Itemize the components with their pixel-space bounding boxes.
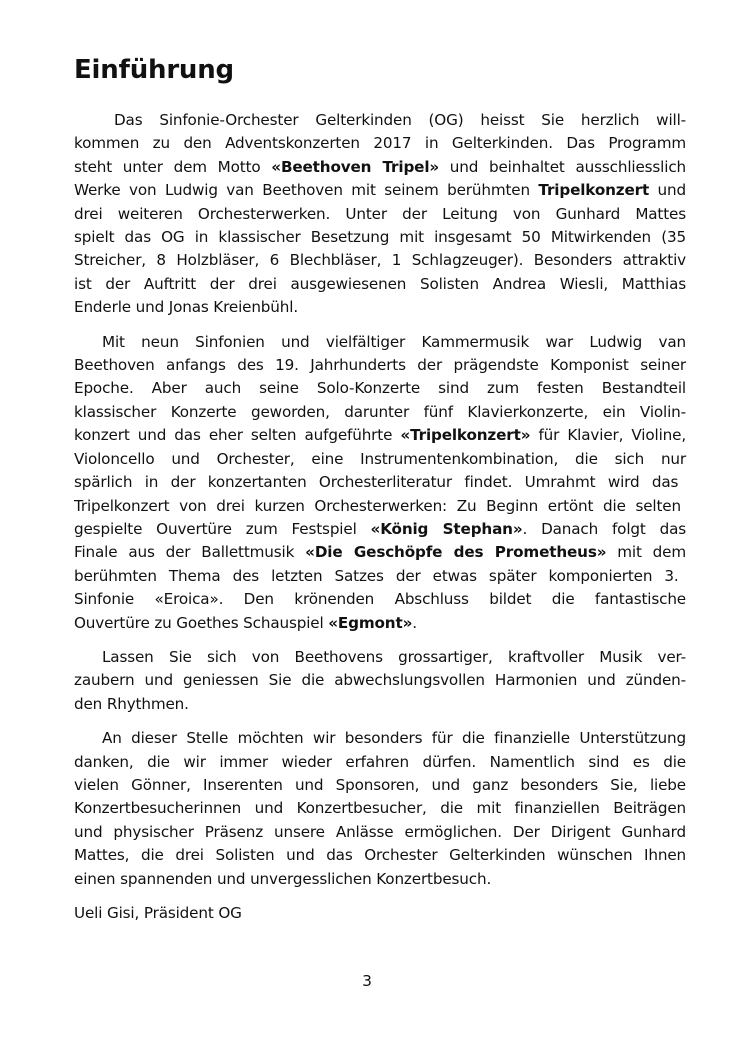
text-run: kommen zu den Adventskonzerten 2017 in Gelterkinden. Das Programm: [74, 134, 686, 153]
text-run: zaubern und geniessen Sie die abwechslungsvollen Harmonien und zünden-: [74, 671, 686, 690]
text-run: und: [649, 181, 686, 200]
text-line: [74, 424, 686, 447]
text-line: [74, 296, 686, 319]
text-line: [74, 727, 686, 750]
text-line: [74, 156, 686, 179]
text-line: [74, 518, 686, 541]
text-run: vielen Gönner, Inserenten und Sponsoren, und ganz besonders Sie, liebe: [74, 775, 686, 794]
bold-title: «Beethoven Tripel»: [271, 157, 440, 176]
text-run: mit dem: [606, 543, 687, 562]
bold-title: «Die Geschöpfe des Prometheus»: [305, 543, 607, 562]
text-line: [74, 203, 686, 226]
text-run: Streicher, 8 Holzbläser, 6 Blechbläser, 1 Schlagzeuger). Besonders attraktiv: [74, 251, 686, 270]
text-line: [74, 226, 686, 249]
text-run: konzert und das eher selten aufgeführte: [74, 426, 401, 445]
text-run: Violoncello und Orchester, eine Instrumentenkombination, die sich nur: [74, 449, 686, 468]
text-line: [74, 401, 686, 424]
text-run: steht unter dem Motto: [74, 157, 272, 176]
text-run: Konzertbesucherinnen und Konzertbesucher, die mit finanziellen Beiträgen: [74, 799, 686, 818]
text-run: und beinhaltet ausschliesslich: [439, 157, 686, 176]
text-run: spielt das OG in klassischer Besetzung mit insgesamt 50 Mitwirkenden (35: [74, 228, 686, 247]
text-run: den Rhythmen.: [74, 694, 189, 713]
text-run: Mattes, die drei Solisten und das Orchester Gelterkinden wünschen Ihnen: [74, 846, 686, 865]
text-run: Das Sinfonie-Orchester Gelterkinden (OG) heisst Sie herzlich will-: [114, 111, 686, 129]
text-line: [74, 179, 686, 202]
bold-title: «Tripelkonzert»: [400, 426, 531, 445]
text-line: [74, 495, 686, 518]
text-run: Finale aus der Ballettmusik: [74, 543, 306, 562]
text-line: [74, 844, 686, 867]
text-line: [74, 273, 686, 296]
text-line: [74, 377, 686, 400]
text-line: [74, 646, 686, 669]
text-run: Epoche. Aber auch seine Solo-Konzerte sind zum festen Bestandteil: [74, 379, 686, 398]
text-line: [74, 797, 686, 820]
text-run: für Klavier, Violine,: [530, 426, 686, 445]
text-run: Tripelkonzert von drei kurzen Orchesterwerken: Zu Beginn ertönt die selten: [74, 496, 681, 515]
text-line: [74, 132, 686, 155]
text-run: Mit neun Sinfonien und vielfältiger Kammermusik war Ludwig van: [102, 332, 686, 351]
text-run: .: [412, 613, 417, 632]
text-run: Beethoven anfangs des 19. Jahrhunderts der prägendste Komponist seiner: [74, 356, 686, 375]
paragraph-invitation: [74, 646, 686, 716]
text-line: [74, 588, 686, 611]
text-line: [74, 331, 686, 354]
text-run: danken, die wir immer wieder erfahren dürfen. Namentlich sind es die: [74, 752, 686, 771]
text-run: drei weiteren Orchesterwerken. Unter der Leitung von Gunhard Mattes: [74, 204, 686, 223]
text-run: gespielte Ouvertüre zum Festspiel: [74, 519, 371, 538]
document-page: [74, 50, 686, 925]
bold-title: Tripelkonzert: [538, 181, 650, 200]
text-run: Ouvertüre zu Goethes Schauspiel: [74, 613, 329, 632]
text-line: [74, 448, 686, 471]
text-line: [74, 693, 686, 716]
text-line: [74, 249, 686, 272]
page-heading: Einführung: [74, 55, 234, 85]
signature: Ueli Gisi, Präsident OG: [74, 904, 242, 922]
text-line: [74, 774, 686, 797]
body-text: [74, 109, 686, 891]
text-line: [74, 868, 686, 891]
text-run: Lassen Sie sich von Beethovens grossartiger, kraftvoller Musik ver-: [102, 647, 686, 666]
text-line: [74, 612, 686, 635]
bold-title: «Egmont»: [328, 613, 413, 632]
text-run: klassischer Konzerte geworden, darunter fünf Klavierkonzerte, ein Violin-: [74, 402, 686, 421]
text-run: Enderle und Jonas Kreienbühl.: [74, 298, 298, 317]
text-line: [74, 751, 686, 774]
text-run: . Danach folgt das: [522, 519, 686, 538]
text-run: ist der Auftritt der drei ausgewiesenen Solisten Andrea Wiesli, Matthias: [74, 274, 686, 293]
paragraph-thanks: [74, 727, 686, 891]
paragraph-beethoven: [74, 331, 686, 635]
text-line: [74, 669, 686, 692]
text-line: [74, 354, 686, 377]
text-line: [74, 541, 686, 564]
page-number: 3: [362, 972, 372, 990]
text-run: berühmten Thema des letzten Satzes der etwas später komponierten 3.: [74, 566, 679, 585]
paragraph-intro: [74, 109, 686, 320]
text-run: einen spannenden und unvergesslichen Konzertbesuch.: [74, 869, 492, 888]
text-run: spärlich in der konzertanten Orchesterliteratur findet. Umrahmt wird das: [74, 473, 679, 492]
bold-title: «König Stephan»: [370, 519, 523, 538]
text-run: An dieser Stelle möchten wir besonders für die finanzielle Unterstützung: [102, 729, 686, 748]
text-line: [74, 471, 686, 494]
text-run: Werke von Ludwig van Beethoven mit seinem berühmten: [74, 181, 539, 200]
text-run: und physischer Präsenz unsere Anlässe ermöglichen. Der Dirigent Gunhard: [74, 822, 686, 841]
text-line: [74, 565, 686, 588]
text-line: [74, 109, 686, 132]
text-run: Sinfonie «Eroica». Den krönenden Abschluss bildet die fantastische: [74, 590, 686, 609]
text-line: [74, 821, 686, 844]
